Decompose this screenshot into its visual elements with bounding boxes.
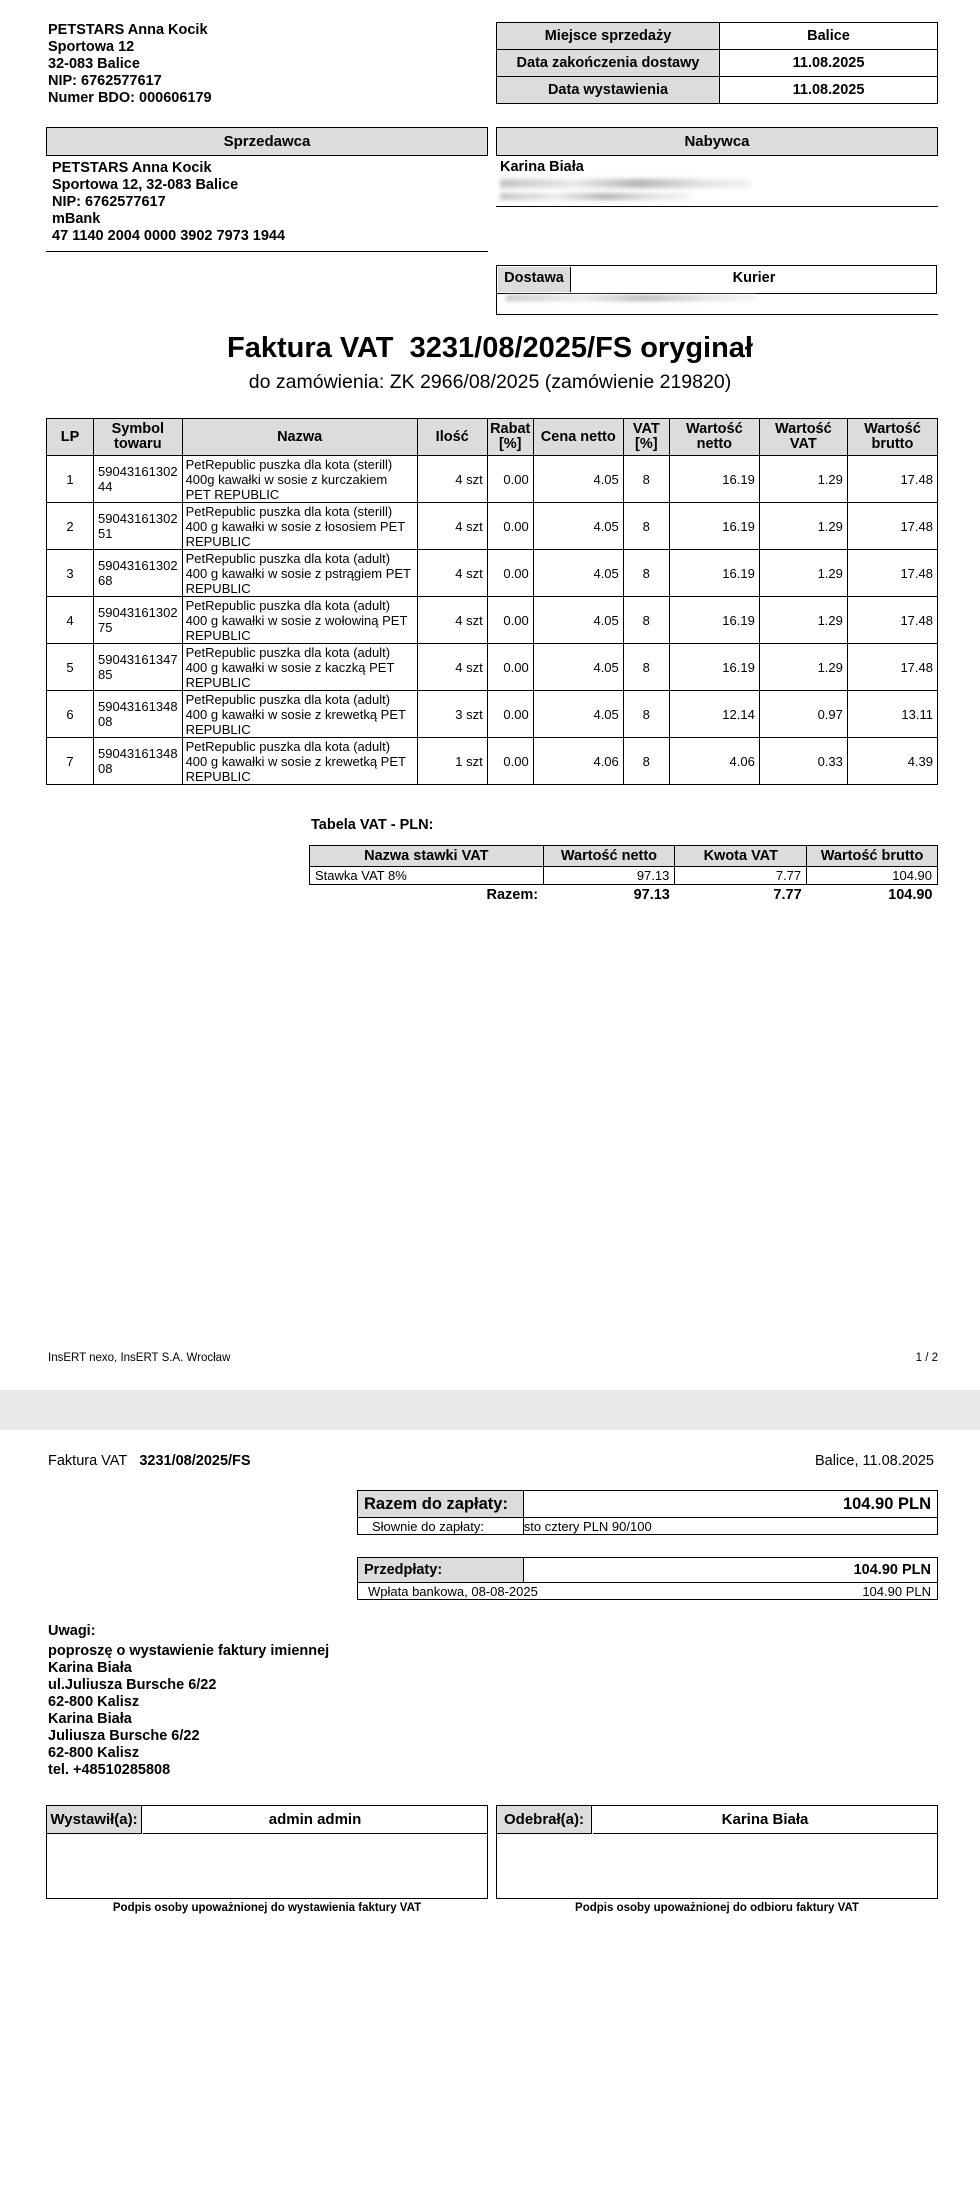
- item-lp: 3: [47, 550, 94, 597]
- header-info-row: [497, 50, 938, 77]
- header-info-value: 11.08.2025: [720, 50, 938, 77]
- page2-doc-heading: [48, 1453, 251, 1469]
- item-vat-value: 1.29: [759, 456, 847, 503]
- item-net-value: 16.19: [669, 597, 759, 644]
- item-discount: 0.00: [487, 691, 533, 738]
- issuer-block: [48, 22, 212, 107]
- item-name: PetRepublic puszka dla kota (adult) 400 g kawałki w sosie z krewetką PET REPUBLIC: [182, 691, 417, 738]
- vat-total-vat: 7.77: [773, 887, 802, 903]
- item-net-value: 16.19: [669, 644, 759, 691]
- item-symbol: [94, 691, 183, 738]
- header-info-value: 11.08.2025: [720, 77, 938, 104]
- item-qty: 4 szt: [417, 456, 487, 503]
- notes-line: 62-800 Kalisz: [48, 1694, 140, 1710]
- item-vat-rate: 8: [623, 644, 669, 691]
- item-net-price: 4.05: [533, 456, 623, 503]
- item-symbol-part: 59043161302: [98, 464, 178, 479]
- col-header-vat-value: Wartość VAT: [759, 419, 847, 456]
- item-gross-value: 4.39: [847, 738, 937, 785]
- buyer-heading: Nabywca: [496, 127, 938, 156]
- item-gross-value: 17.48: [847, 550, 937, 597]
- item-qty: 4 szt: [417, 597, 487, 644]
- item-net-price: 4.05: [533, 644, 623, 691]
- item-symbol-part: 08: [98, 714, 113, 729]
- item-vat-value: 0.33: [759, 738, 847, 785]
- receiver-signature-box: [496, 1805, 938, 1899]
- prepayment-line: [358, 1583, 938, 1600]
- prepayments-value: 104.90 PLN: [523, 1558, 937, 1583]
- vat-rate-row: [310, 867, 938, 885]
- receiver-signature-name: Karina Biała: [593, 1806, 937, 1834]
- col-header-vat-rate: VAT [%]: [623, 419, 669, 456]
- item-gross-value: 17.48: [847, 456, 937, 503]
- item-vat-rate: 8: [623, 456, 669, 503]
- item-lp: 5: [47, 644, 94, 691]
- delivery-bottom-rule: [496, 314, 938, 315]
- item-net-price: 4.06: [533, 738, 623, 785]
- issuer-line: PETSTARS Anna Kocik: [48, 22, 208, 38]
- item-net-value: 16.19: [669, 456, 759, 503]
- prepayment-line-value: 104.90 PLN: [862, 1583, 931, 1599]
- col-header-net-value: Wartość netto: [669, 419, 759, 456]
- seller-line: mBank: [52, 211, 101, 227]
- item-vat-value: 1.29: [759, 550, 847, 597]
- item-name: PetRepublic puszka dla kota (adult) 400 g kawałki w sosie z pstrągiem PET REPUBLIC: [182, 550, 417, 597]
- notes-line: tel. +48510285808: [48, 1762, 171, 1778]
- vat-table-title: Tabela VAT - PLN:: [311, 817, 434, 833]
- vat-rate-name: Stawka VAT 8%: [310, 867, 544, 885]
- issuer-signature-name: admin admin: [143, 1806, 487, 1834]
- delivery-box: [496, 265, 938, 317]
- item-vat-value: 0.97: [759, 691, 847, 738]
- notes-block: [48, 1623, 329, 1779]
- vat-rate-vat: 7.77: [675, 867, 807, 885]
- item-name: PetRepublic puszka dla kota (sterill) 400 g kawałki w sosie z łososiem PET REPUBLIC: [182, 503, 417, 550]
- item-symbol: [94, 503, 183, 550]
- item-qty: 1 szt: [417, 738, 487, 785]
- buyer-box-bottom-rule: [496, 206, 938, 207]
- col-header-discount: Rabat [%]: [487, 419, 533, 456]
- item-symbol-part: 08: [98, 761, 113, 776]
- issuer-line: 32-083 Balice: [48, 56, 140, 72]
- seller-box: [46, 127, 488, 252]
- item-symbol-part: 51: [98, 526, 113, 541]
- item-net-value: 16.19: [669, 550, 759, 597]
- vat-header-row: [310, 846, 938, 867]
- receiver-signature-caption: Podpis osoby upoważnionej do odbioru faktury VAT: [575, 1902, 859, 1914]
- header-info-label: Data zakończenia dostawy: [497, 50, 720, 77]
- amount-words-label: Słownie do zapłaty:: [358, 1518, 524, 1535]
- table-row: [47, 738, 938, 785]
- item-symbol-part: 59043161302: [98, 511, 178, 526]
- item-net-price: 4.05: [533, 691, 623, 738]
- item-discount: 0.00: [487, 550, 533, 597]
- item-symbol-part: 75: [98, 620, 113, 635]
- amount-due-label: Razem do zapłaty:: [358, 1491, 524, 1518]
- item-symbol: [94, 738, 183, 785]
- item-qty: 4 szt: [417, 644, 487, 691]
- item-symbol: [94, 644, 183, 691]
- item-gross-value: 13.11: [847, 691, 937, 738]
- issuer-line: NIP: 6762577617: [48, 73, 162, 89]
- issuer-signature-label: Wystawił(a):: [47, 1806, 142, 1834]
- item-lp: 4: [47, 597, 94, 644]
- item-symbol-part: 59043161348: [98, 746, 178, 761]
- item-lp: 6: [47, 691, 94, 738]
- vat-rate-gross: 104.90: [807, 867, 938, 885]
- vat-total-label: Razem:: [486, 887, 539, 903]
- issuer-line: Numer BDO: 000606179: [48, 90, 212, 106]
- seller-line: Sportowa 12, 32-083 Balice: [52, 177, 239, 193]
- invoice-page-2: [0, 1430, 980, 2206]
- prepayment-line-label: Wpłata bankowa, 08-08-2025: [368, 1583, 538, 1599]
- notes-heading: Uwagi:: [48, 1623, 96, 1639]
- item-gross-value: 17.48: [847, 503, 937, 550]
- notes-line: 62-800 Kalisz: [48, 1745, 140, 1761]
- item-discount: 0.00: [487, 644, 533, 691]
- col-header-name: Nazwa: [182, 419, 417, 456]
- delivery-value: Kurier: [732, 270, 776, 286]
- item-net-price: 4.05: [533, 597, 623, 644]
- item-discount: 0.00: [487, 456, 533, 503]
- header-info-row: [497, 77, 938, 104]
- table-row: [47, 597, 938, 644]
- items-table: [46, 418, 938, 785]
- item-symbol: [94, 550, 183, 597]
- delivery-left-stub: [496, 294, 497, 314]
- page2-doc-label: Faktura VAT: [48, 1453, 128, 1469]
- vat-total-net: 97.13: [633, 887, 670, 903]
- buyer-address-redacted: [500, 193, 690, 200]
- item-net-value: 4.06: [669, 738, 759, 785]
- vat-col-header: Kwota VAT: [675, 846, 807, 867]
- issuer-signature-caption: Podpis osoby upoważnionej do wystawienia faktury VAT: [112, 1902, 422, 1914]
- item-net-value: 12.14: [669, 691, 759, 738]
- items-header-row: [47, 419, 938, 456]
- seller-line: NIP: 6762577617: [52, 194, 166, 210]
- seller-heading: Sprzedawca: [46, 127, 488, 156]
- item-qty: 3 szt: [417, 691, 487, 738]
- item-symbol-part: 59043161302: [98, 605, 178, 620]
- table-row: [47, 691, 938, 738]
- notes-line: Juliusza Bursche 6/22: [48, 1728, 200, 1744]
- buyer-address-redacted: [500, 179, 750, 188]
- item-vat-rate: 8: [623, 597, 669, 644]
- notes-line: Karina Biała: [48, 1711, 132, 1727]
- item-vat-value: 1.29: [759, 597, 847, 644]
- receiver-signature-label: Odebrał(a):: [497, 1806, 592, 1834]
- item-discount: 0.00: [487, 597, 533, 644]
- item-symbol-part: 59043161348: [98, 699, 178, 714]
- item-gross-value: 17.48: [847, 644, 937, 691]
- item-vat-rate: 8: [623, 550, 669, 597]
- item-discount: 0.00: [487, 503, 533, 550]
- header-info-value: Balice: [720, 23, 938, 50]
- page2-place-date: Balice, 11.08.2025: [814, 1453, 934, 1469]
- delivery-address-redacted: [506, 295, 756, 301]
- vat-summary-table: [309, 845, 938, 905]
- table-row: [47, 644, 938, 691]
- item-name: PetRepublic puszka dla kota (adult) 400 g kawałki w sosie z kaczką PET REPUBLIC: [182, 644, 417, 691]
- col-header-lp: LP: [47, 419, 94, 456]
- prepayments-box: [357, 1557, 938, 1600]
- item-symbol-part: 59043161347: [98, 652, 178, 667]
- col-header-qty: Ilość: [417, 419, 487, 456]
- item-vat-rate: 8: [623, 503, 669, 550]
- item-lp: 7: [47, 738, 94, 785]
- col-header-gross-value: Wartość brutto: [847, 419, 937, 456]
- delivery-label: Dostawa: [498, 267, 571, 292]
- prepayments-label: Przedpłaty:: [358, 1558, 524, 1583]
- amount-words-row: [358, 1518, 938, 1535]
- item-symbol-part: 68: [98, 573, 113, 588]
- item-symbol-part: 59043161302: [98, 558, 178, 573]
- item-qty: 4 szt: [417, 503, 487, 550]
- item-net-value: 16.19: [669, 503, 759, 550]
- seller-details: [46, 156, 488, 252]
- amount-due-box: [357, 1490, 938, 1535]
- notes-line: Karina Biała: [48, 1660, 132, 1676]
- invoice-title: Faktura VAT 3231/08/2025/FS oryginał: [227, 332, 753, 364]
- item-symbol: [94, 597, 183, 644]
- notes-line: poproszę o wystawienie faktury imiennej: [48, 1643, 330, 1659]
- item-discount: 0.00: [487, 738, 533, 785]
- header-info-row: [497, 23, 938, 50]
- amount-due-value: 104.90 PLN: [523, 1491, 937, 1518]
- vat-col-header: Wartość netto: [543, 846, 675, 867]
- item-net-price: 4.05: [533, 550, 623, 597]
- header-info-label: Miejsce sprzedaży: [497, 23, 720, 50]
- issuer-signature-box: [46, 1805, 488, 1899]
- prepayments-row: [358, 1558, 938, 1583]
- vat-col-header: Wartość brutto: [807, 846, 938, 867]
- col-header-symbol: Symbol towaru: [94, 419, 183, 456]
- item-name: PetRepublic puszka dla kota (adult) 400 g kawałki w sosie z wołowiną PET REPUBLIC: [182, 597, 417, 644]
- seller-line: PETSTARS Anna Kocik: [52, 160, 212, 176]
- item-vat-value: 1.29: [759, 644, 847, 691]
- amount-words-value: sto cztery PLN 90/100: [523, 1518, 937, 1535]
- table-row: [47, 456, 938, 503]
- notes-line: ul.Juliusza Bursche 6/22: [48, 1677, 217, 1693]
- header-info-label: Data wystawienia: [497, 77, 720, 104]
- item-qty: 4 szt: [417, 550, 487, 597]
- seller-line: 47 1140 2004 0000 3902 7973 1944: [52, 228, 286, 244]
- item-lp: 2: [47, 503, 94, 550]
- amount-due-row: [358, 1491, 938, 1518]
- buyer-name: Karina Biała: [500, 159, 584, 175]
- invoice-header-info: [496, 22, 938, 104]
- vat-rate-net: 97.13: [543, 867, 675, 885]
- vat-col-header: Nazwa stawki VAT: [310, 846, 544, 867]
- item-net-price: 4.05: [533, 503, 623, 550]
- item-symbol-part: 44: [98, 479, 113, 494]
- item-vat-value: 1.29: [759, 503, 847, 550]
- vat-total-gross: 104.90: [888, 887, 933, 903]
- item-symbol-part: 85: [98, 667, 113, 682]
- issuer-line: Sportowa 12: [48, 39, 135, 55]
- page2-doc-number: 3231/08/2025/FS: [139, 1453, 251, 1469]
- invoice-subtitle: do zamówienia: ZK 2966/08/2025 (zamówienie 219820): [248, 371, 732, 393]
- item-vat-rate: 8: [623, 738, 669, 785]
- item-symbol: [94, 456, 183, 503]
- item-gross-value: 17.48: [847, 597, 937, 644]
- table-row: [47, 550, 938, 597]
- buyer-box: [496, 127, 938, 207]
- table-row: [47, 503, 938, 550]
- col-header-net-price: Cena netto: [533, 419, 623, 456]
- item-lp: 1: [47, 456, 94, 503]
- item-name: PetRepublic puszka dla kota (sterill) 400g kawałki w sosie z kurczakiem PET REPUBLIC: [182, 456, 417, 503]
- vat-total-row: [310, 885, 938, 906]
- prepayment-line-row: [358, 1583, 938, 1600]
- item-name: PetRepublic puszka dla kota (adult) 400 g kawałki w sosie z krewetką PET REPUBLIC: [182, 738, 417, 785]
- software-footer: InsERT nexo, InsERT S.A. Wrocław: [48, 1352, 231, 1364]
- item-vat-rate: 8: [623, 691, 669, 738]
- page-number: 1 / 2: [915, 1352, 938, 1364]
